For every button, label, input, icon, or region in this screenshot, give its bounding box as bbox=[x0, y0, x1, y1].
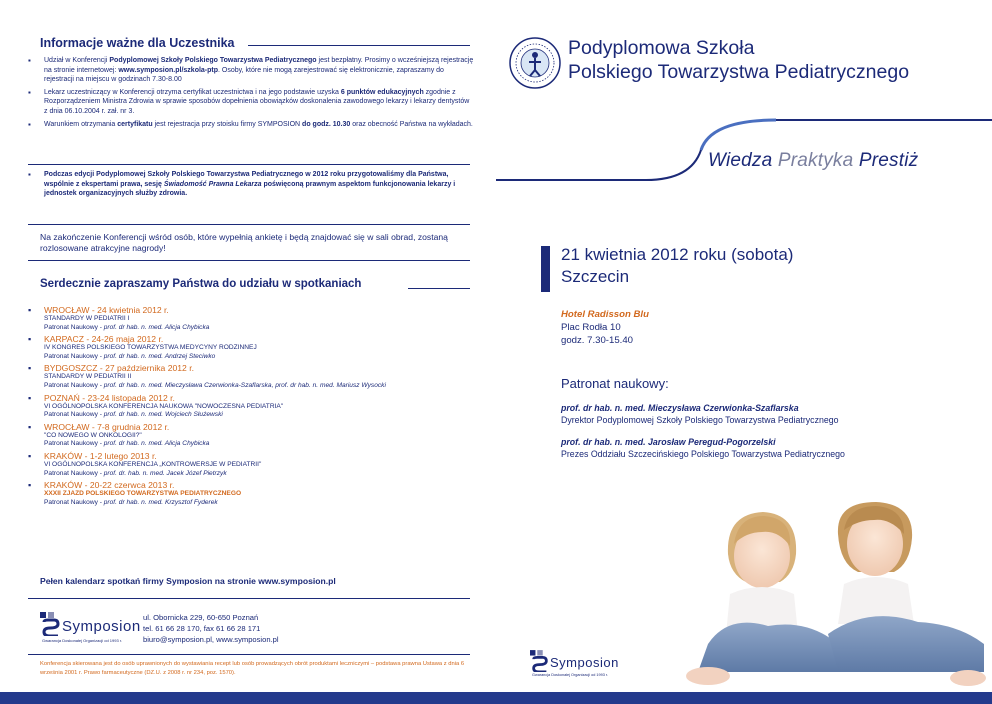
event-patron-label: Patronat Naukowy - bbox=[44, 469, 104, 477]
patron-name: prof. dr hab. n. med. Jarosław Peregud-Pogorzelski bbox=[561, 437, 776, 447]
school-title bbox=[568, 36, 909, 84]
event-patron-name: prof. dr. hab. n. med. Jacek Józef Pietrzyk bbox=[103, 469, 227, 477]
event-title: ▪ WROCŁAW - 7-8 grudnia 2012 r. bbox=[44, 421, 170, 432]
text-run: Udział w Konferencji bbox=[44, 57, 110, 64]
divider-3 bbox=[28, 260, 470, 261]
event-subtitle: STANDARDY W PEDIATRII II bbox=[44, 373, 132, 381]
event-patron bbox=[44, 411, 474, 420]
event-item bbox=[28, 393, 474, 420]
event-subtitle: VI OGÓLNOPOLSKA KONFERENCJA NAUKOWA "NOWOCZESNA PEDIATRIA" bbox=[44, 402, 284, 410]
event-item bbox=[28, 334, 474, 361]
contact-block bbox=[143, 612, 279, 645]
info-bullet bbox=[28, 120, 474, 130]
patron-heading: Patronat naukowy: bbox=[561, 376, 669, 391]
ptp-emblem-icon bbox=[508, 36, 562, 90]
event-patron-label: Patronat Naukowy - bbox=[44, 381, 104, 389]
text-run: certyfikatu bbox=[117, 120, 153, 128]
info-bullet bbox=[28, 56, 474, 85]
event-patron bbox=[44, 440, 474, 449]
event-patron-name: prof. dr hab. n. med. Alicja Chybicka bbox=[103, 440, 210, 448]
invite-title: Serdecznie zapraszamy Państwa do udziału w spotkaniach bbox=[40, 278, 362, 290]
event-patron-name: prof. dr hab. n. med. Andrzej Steciwko bbox=[103, 352, 216, 360]
date-accent-bar bbox=[541, 246, 550, 292]
patron-item bbox=[561, 436, 971, 460]
contact-line: ul. Obornicka 229, 60-650 Poznań bbox=[143, 613, 259, 622]
symposion-logo-left bbox=[40, 612, 140, 642]
patron-item bbox=[561, 402, 971, 426]
event-patron-label: Patronat Naukowy - bbox=[44, 498, 104, 506]
event-item bbox=[28, 363, 474, 390]
event-date: 21 kwietnia 2012 roku (sobota) bbox=[561, 245, 794, 264]
event-item bbox=[28, 451, 474, 478]
slogan-word3: Prestiż bbox=[858, 150, 919, 171]
event-item bbox=[28, 480, 474, 507]
event-patron-label: Patronat Naukowy - bbox=[44, 440, 104, 448]
text-run: Podyplomowej Szkoły Polskiego Towarzystwa Pediatrycznego bbox=[109, 57, 317, 64]
event-subtitle: STANDARDY W PEDIATRII I bbox=[44, 315, 130, 322]
event-patron bbox=[44, 353, 474, 362]
slogan-word2: Praktyka bbox=[777, 150, 854, 171]
venue-name: Hotel Radisson Blu bbox=[561, 309, 649, 320]
text-run: 6 punktów edukacyjnych bbox=[340, 88, 424, 96]
event-patron-label: Patronat Naukowy - bbox=[44, 352, 104, 360]
text-run: poświęconą prawnym aspektom funkcjonowania lekarzy i jednostek organizacyjnych służby zdrowia. bbox=[44, 180, 456, 198]
symposion-logo-icon bbox=[530, 650, 550, 672]
text-run: jest rejestracja przy stoisku firmy SYMPOSION bbox=[152, 120, 303, 128]
patrons-list bbox=[561, 402, 971, 470]
contact-line: biuro@symposion.pl, www.symposion.pl bbox=[143, 635, 279, 644]
text-run: jest bezpłatny. Prosimy o wcześniejszą rejestrację na stronie internetowej: bbox=[44, 57, 474, 74]
info-bullets bbox=[28, 56, 474, 132]
contact-line: tel. 61 66 28 170, fax 61 66 28 171 bbox=[143, 624, 261, 633]
info-bullet bbox=[28, 88, 474, 117]
event-patron-label: Patronat Naukowy - bbox=[44, 411, 104, 419]
text-run: zgodnie z Rozporządzeniem Ministra Zdrowia w sprawie sposobów dopełnienia obowiązków doskonalenia zawodowego lekarzy i lekarzy dentystów z dnia 06.10.2004 r. zał. nr 3. bbox=[44, 88, 470, 115]
text-run: Podczas edycji Podyplomowej Szkoły Polskiego Towarzystwa Pediatrycznego w 2012 roku przygotowaliśmy dla Państwa, wspólnie z ekspertami prawa, sesję bbox=[44, 171, 449, 188]
event-title: ▪ KARPACZ - 24-26 maja 2012 r. bbox=[44, 334, 164, 345]
highlight-bullet-item bbox=[28, 170, 474, 199]
event-patron-name: prof. dr hab. n. med. Alicja Chybicka bbox=[103, 323, 210, 331]
symposion-logo-text: Symposion bbox=[62, 618, 141, 635]
event-patron bbox=[44, 499, 474, 508]
calendar-text: Pełen kalendarz spotkań firmy Symposion na stronie www.symposion.pl bbox=[40, 576, 336, 586]
text-run: do godz. 10.30 bbox=[302, 120, 351, 128]
slogan bbox=[708, 150, 918, 172]
event-item bbox=[28, 422, 474, 449]
text-run: www.symposion.pl/szkola-ptp bbox=[118, 66, 219, 74]
event-patron bbox=[44, 324, 474, 333]
event-patron-name: prof. dr hab. n. med. Krzysztof Fyderek bbox=[103, 498, 218, 506]
event-patron bbox=[44, 470, 474, 479]
event-title: ▪ KRAKÓW - 1-2 lutego 2013 r. bbox=[44, 450, 157, 461]
divider-4 bbox=[28, 598, 470, 599]
divider-5 bbox=[28, 654, 470, 655]
text-run: oraz obecność Państwa na wykładach. bbox=[350, 120, 473, 128]
school-title-line2: Polskiego Towarzystwa Pediatrycznego bbox=[568, 61, 910, 83]
event-subtitle: VI OGÓLNOPOLSKA KONFERENCJA „KONTROWERSJE W PEDIATRII" bbox=[44, 460, 262, 468]
info-title-rule bbox=[248, 45, 470, 46]
date-block bbox=[561, 244, 793, 288]
divider-2 bbox=[28, 224, 470, 225]
event-subtitle: XXXII ZJAZD POLSKIEGO TOWARZYSTWA PEDIATRYCZNEGO bbox=[44, 490, 242, 498]
text-run: . Osoby, które nie mogą zarejestrować się elektronicznie, zapraszamy do rejestracji na miejscu w godzinach 7.30-8.00 bbox=[44, 66, 444, 84]
survey-text: Na zakończenie Konferencji wśród osób, które wypełnią ankietę i będą znajdować się w sali obrad, zostaną rozlosowane atrakcyjne nagrody! bbox=[40, 232, 448, 253]
symposion-logo-text: Symposion bbox=[550, 655, 619, 670]
venue-address: Plac Rodła 10 bbox=[561, 322, 621, 333]
text-run: Świadomość Prawna Lekarza bbox=[163, 180, 262, 188]
symposion-logo-right bbox=[530, 650, 630, 680]
footer-note: Konferencja skierowana jest do osób uprawnionych do wystawiania recept lub osób prowadzących obrót produktami leczniczymi – podstawa prawna Ustawa z dnia 6 września 2001 r. Prawo farmaceutyczne (DZ.U. z 2008 r. nr 234, poz. 1570). bbox=[40, 661, 465, 676]
patron-name: prof. dr hab. n. med. Mieczysława Czerwionka-Szaflarska bbox=[561, 403, 799, 413]
event-patron-name: prof. dr hab. n. med. Mieczysława Czerwionka-Szaflarska, prof. dr hab. n. med. Mariusz Wysocki bbox=[103, 381, 386, 389]
highlight-bullet bbox=[28, 170, 474, 199]
event-patron-label: Patronat Naukowy - bbox=[44, 323, 104, 331]
event-item bbox=[28, 305, 474, 332]
symposion-logo-icon bbox=[40, 612, 62, 636]
event-city: Szczecin bbox=[561, 267, 630, 286]
event-title: ▪ WROCŁAW - 24 kwietnia 2012 r. bbox=[44, 305, 169, 315]
event-patron bbox=[44, 382, 474, 391]
event-patron-name: prof. dr hab. n. med. Wojciech Służewski bbox=[103, 411, 223, 419]
event-subtitle: IV KONGRES POLSKIEGO TOWARZYSTWA MEDYCYNY RODZINNEJ bbox=[44, 344, 257, 352]
children-photo bbox=[668, 494, 986, 690]
events-list bbox=[28, 305, 474, 509]
venue-block bbox=[561, 308, 649, 347]
divider-1 bbox=[28, 164, 470, 165]
event-title: ▪ POZNAŃ - 23-24 listopada 2012 r. bbox=[44, 392, 175, 403]
school-title-line1: Podyplomowa Szkoła bbox=[568, 37, 755, 59]
patron-role: Prezes Oddziału Szczecińskiego Polskiego Towarzystwa Pediatrycznego bbox=[561, 449, 845, 459]
slogan-word1: Wiedza bbox=[708, 150, 773, 171]
text-run: Lekarz uczestniczący w Konferencji otrzyma certyfikat uczestnictwa i na jego podstawie uzyska bbox=[44, 88, 341, 96]
event-title: ▪ KRAKÓW - 20-22 czerwca 2013 r. bbox=[44, 480, 175, 491]
patron-role: Dyrektor Podyplomowej Szkoły Polskiego Towarzystwa Pediatrycznego bbox=[561, 415, 839, 425]
event-title: ▪ BYDGOSZCZ - 27 października 2012 r. bbox=[44, 363, 194, 374]
event-subtitle: "CO NOWEGO W ONKOLOGII?" bbox=[44, 431, 142, 439]
invite-title-rule bbox=[408, 288, 470, 289]
symposion-logo-tagline: Gwarancja Doskonałej Organizacji od 1993 r. bbox=[42, 638, 123, 643]
info-title: Informacje ważne dla Uczestnika bbox=[40, 36, 235, 50]
venue-hours: godz. 7.30-15.40 bbox=[561, 335, 634, 346]
decorative-swoosh bbox=[496, 90, 992, 190]
symposion-logo-tagline: Gwarancja Doskonałej Organizacji od 1993 r. bbox=[532, 673, 608, 677]
text-run: Warunkiem otrzymania bbox=[44, 120, 118, 128]
bottom-band bbox=[0, 692, 992, 704]
